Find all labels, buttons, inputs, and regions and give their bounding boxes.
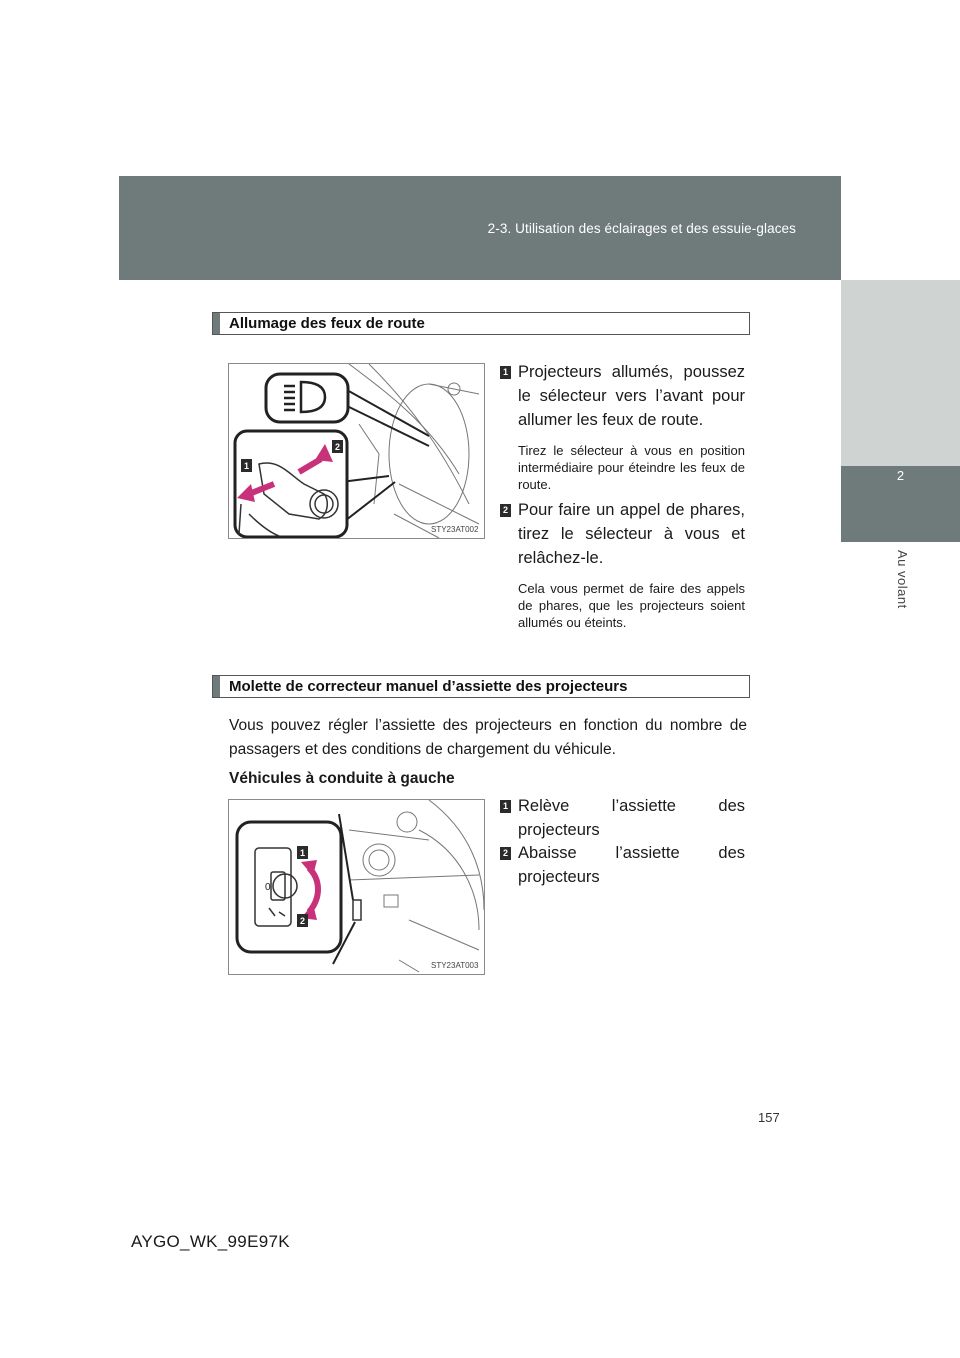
chapter-number: 2 (896, 468, 905, 483)
footer-code: AYGO_WK_99E97K (131, 1232, 290, 1251)
item-note: Tirez le sélecteur à vous en position intermédiaire pour éteindre les feux de route. (518, 443, 745, 492)
item-text: Pour faire un appel de phares, tirez le sélecteur à vous et relâchez-le. (518, 501, 745, 567)
figure-code: STY23AT003 (431, 961, 479, 970)
list-item (500, 794, 745, 842)
list-item (500, 841, 745, 889)
svg-text:2: 2 (299, 916, 306, 926)
side-tab-upper (841, 280, 960, 466)
figure-high-beam-lever (228, 363, 485, 539)
list-item (500, 360, 745, 493)
section-breadcrumb: 2-3. Utilisation des éclairages et des essuie-glaces (487, 221, 796, 236)
section-heading-high-beam (212, 312, 750, 335)
leveling-dial-illustration (229, 800, 484, 974)
svg-text:0: 0 (265, 882, 271, 893)
item-text: Relève l’assiette des projecteurs (518, 797, 745, 839)
headlight-lever-illustration (229, 364, 484, 538)
step-badge: 1 (500, 366, 511, 379)
chapter-label: Au volant (895, 550, 910, 609)
item-text: Projecteurs allumés, poussez le sélecteur vers l’avant pour allumer les feux de route. (518, 363, 745, 429)
step-badge: 2 (500, 504, 511, 517)
svg-text:2: 2 (334, 442, 341, 452)
svg-text:1: 1 (299, 848, 306, 858)
list-item (500, 498, 745, 631)
step-badge: 1 (500, 800, 511, 813)
body-paragraph: Vous pouvez régler l’assiette des projecteurs en fonction du nombre de passagers et des conditions de chargement du véhicule. (229, 717, 747, 758)
svg-text:1: 1 (243, 461, 250, 471)
subheading: Véhicules à conduite à gauche (229, 770, 455, 787)
section-title: Molette de correcteur manuel d’assiette des projecteurs (229, 678, 628, 695)
heading-stripe (213, 313, 220, 334)
heading-stripe (213, 676, 220, 697)
figure-code: STY23AT002 (431, 525, 479, 534)
chapter-label-container (841, 542, 960, 632)
section-title: Allumage des feux de route (229, 315, 425, 332)
section-heading-leveling (212, 675, 750, 698)
page-number: 157 (758, 1110, 780, 1125)
item-note: Cela vous permet de faire des appels de phares, que les projecteurs soient allumés ou éteints. (518, 581, 745, 630)
item-text: Abaisse l’assiette des projecteurs (518, 844, 745, 886)
step-badge: 2 (500, 847, 511, 860)
figure-leveling-dial (228, 799, 485, 975)
